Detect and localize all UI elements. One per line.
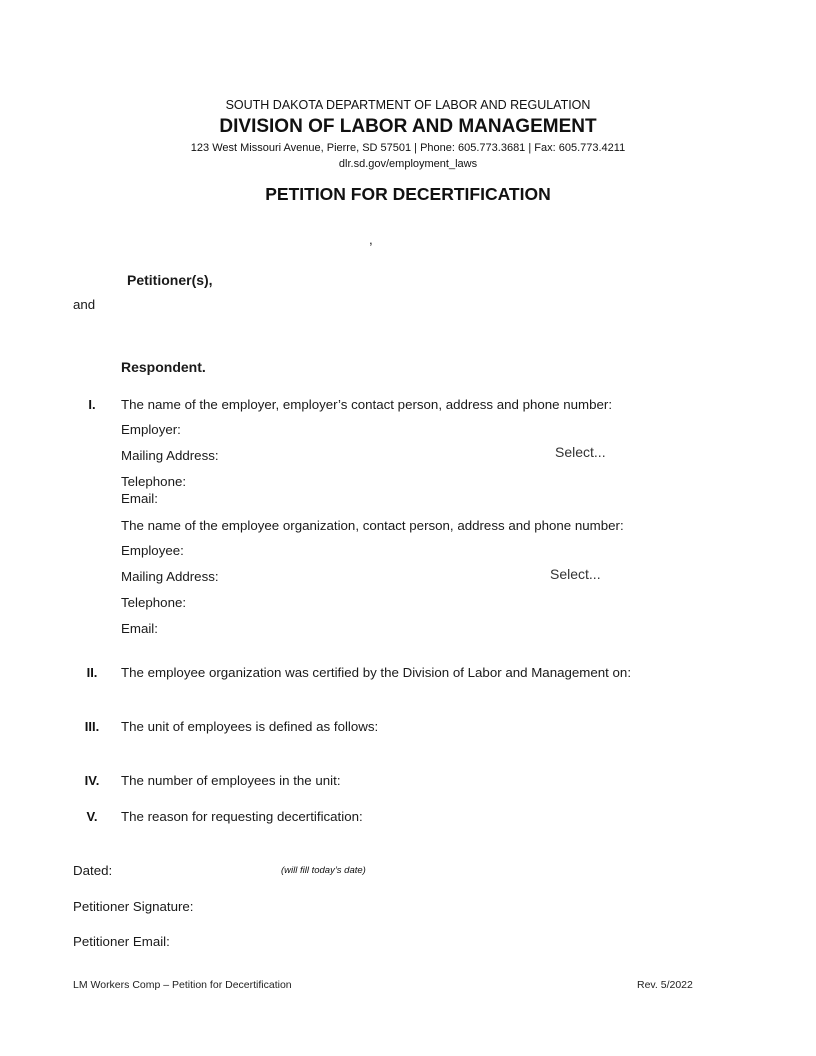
dated-label: Dated: [73,863,113,878]
employee-zip-field[interactable] [616,566,694,588]
section-numeral-v: V. [86,809,98,824]
employee-email-label: Email: [121,621,158,636]
employer-intro: The name of the employer, employer’s contact person, address and phone number: [121,397,613,412]
section-numeral-iv: IV. [84,773,100,788]
employer-label: Employer: [121,422,181,437]
employer-name-field[interactable] [230,419,634,441]
petitioner-signature-field[interactable] [205,896,529,918]
unit-definition-text: The unit of employees is defined as follows: [121,719,379,734]
employer-telephone-label: Telephone: [121,474,187,489]
petitioner-email-label: Petitioner Email: [73,934,170,949]
caption-comma: , [369,232,373,247]
petitioner-signature-label: Petitioner Signature: [73,899,194,914]
employee-telephone-label: Telephone: [121,595,187,610]
employee-count-text: The number of employees in the unit: [121,773,341,788]
employer-mailing-field[interactable] [230,445,544,467]
contact-line: 123 West Missouri Avenue, Pierre, SD 57501 | Phone: 605.773.3681 | Fax: 605.773.4211 [190,142,626,154]
respondent-name-field[interactable] [120,322,424,346]
section-numeral-ii: II. [86,665,98,680]
employee-label: Employee: [121,543,184,558]
agency-name: SOUTH DAKOTA DEPARTMENT OF LABOR AND REGULATION [225,98,591,112]
employee-telephone-field[interactable] [230,592,434,614]
employer-telephone-field[interactable] [230,471,434,491]
section-numeral-i: I. [88,397,96,412]
employee-mailing-label: Mailing Address: [121,569,219,584]
decertification-reason-field[interactable] [121,830,685,852]
employer-state-select[interactable]: Select... [551,444,610,460]
petitioner-email-field[interactable] [185,931,509,953]
certified-date-text: The employee organization was certified by the Division of Labor and Management on: [121,665,632,680]
employer-email-field[interactable] [230,489,534,509]
employee-mailing-field[interactable] [230,566,544,588]
employee-state-select[interactable]: Select... [546,566,605,582]
decertification-reason-text: The reason for requesting decertification: [121,809,363,824]
petitioner-label: Petitioner(s), [127,272,213,288]
division-name: DIVISION OF LABOR AND MANAGEMENT [219,116,597,137]
unit-definition-field[interactable] [121,740,685,762]
footer-revision: Rev. 5/2022 [637,979,693,991]
employee-count-field[interactable] [360,770,524,792]
employer-zip-field[interactable] [620,445,694,467]
certified-date-field[interactable] [121,686,425,708]
employer-email-label: Email: [121,491,158,506]
footer-form-name: LM Workers Comp – Petition for Decertification [73,979,292,991]
employee-intro: The name of the employee organization, contact person, address and phone number: [121,518,624,533]
section-numeral-iii: III. [84,719,100,734]
page-title: PETITION FOR DECERTIFICATION [265,184,551,204]
respondent-label: Respondent. [121,359,206,375]
and-label: and [73,297,96,312]
employer-mailing-label: Mailing Address: [121,448,219,463]
petitioner-name-field[interactable] [200,226,370,250]
website: dlr.sd.gov/employment_laws [338,158,478,170]
employee-email-field[interactable] [230,618,534,640]
date-hint: (will fill today’s date) [281,865,366,876]
employee-name-field[interactable] [230,540,634,562]
